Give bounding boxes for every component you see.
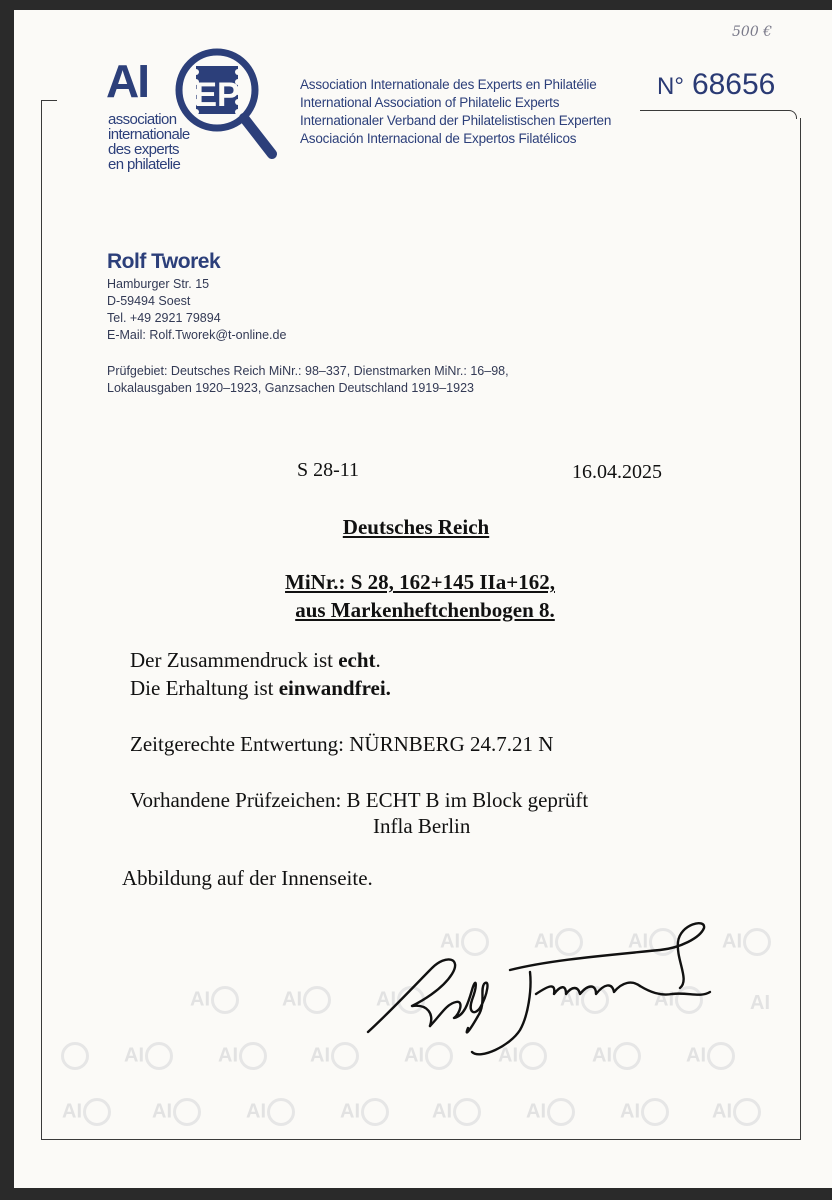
watermark-logo: AI (340, 1098, 389, 1126)
watermark-logo: AI (282, 986, 331, 1014)
number-prefix: N° (657, 73, 684, 100)
association-names: Association Internationale des Experts en Philatélie International Association of Philatelic Experts Internationaler Verband der Philatelistischen Experten Asociación Internacional de Expertos Filatélicos (300, 77, 612, 146)
reference-number: S 28-11 (297, 459, 360, 481)
finding-marks: Vorhandene Prüfzeichen: B ECHT B im Block geprüft (130, 788, 589, 812)
watermark-logo: AI (750, 992, 770, 1014)
watermark-logo: AI (310, 1042, 359, 1070)
certificate-number (657, 68, 775, 102)
frame-corner (640, 110, 797, 119)
expertise-scope: Prüfgebiet: Deutsches Reich MiNr.: 98–337, Dienstmarken MiNr.: 16–98, Lokalausgaben 1920–1923, Ganzsachen Deutschland 1919–1923 (107, 364, 509, 395)
logo-subtitle: association internationale des experts en philatelie (108, 111, 190, 173)
watermark-logo: AI (376, 986, 425, 1014)
watermark-logo (60, 1042, 89, 1070)
watermark-logo: AI (440, 928, 489, 956)
watermark-logo: AI (654, 986, 703, 1014)
watermark-logo: AI (712, 1098, 761, 1126)
finding-marks-2: Infla Berlin (373, 814, 471, 838)
watermark-logo: AI (404, 1042, 453, 1070)
watermark-logo: AI (432, 1098, 481, 1126)
email: E-Mail: Rolf.Tworek@t-online.de (107, 328, 287, 342)
watermark-logo: AI (190, 986, 239, 1014)
catalog-line-1: MiNr.: S 28, 162+145 IIa+162, (285, 570, 555, 594)
logo-letters: AI (106, 55, 148, 107)
watermark-logo: AI (152, 1098, 201, 1126)
watermark-logo: AI (722, 928, 771, 956)
signature (360, 920, 730, 1070)
catalog-line-2: aus Markenheftchenbogen 8. (295, 598, 555, 622)
expert-address (107, 276, 286, 344)
finding-condition: Die Erhaltung ist einwandfrei. (130, 676, 391, 700)
watermark-logo: AI (526, 1098, 575, 1126)
logo-ep-text: EP (194, 76, 240, 114)
city: D-59494 Soest (107, 294, 191, 308)
frame-line (41, 100, 57, 101)
frame-line (800, 118, 801, 1140)
street: Hamburger Str. 15 (107, 277, 210, 291)
document-title: Deutsches Reich (342, 515, 490, 539)
watermark-logo: AI (620, 1098, 669, 1126)
watermark-logo: AI (62, 1098, 111, 1126)
watermark-logo: AI (534, 928, 583, 956)
frame-line (41, 1139, 801, 1140)
watermark-logo: AI (498, 1042, 547, 1070)
certificate-date: 16.04.2025 (572, 461, 662, 483)
pencil-note: 500 € (732, 24, 773, 40)
expert-name: Rolf Tworek (107, 250, 221, 273)
phone: Tel. +49 2921 79894 (107, 311, 221, 325)
finding-cancellation: Zeitgerechte Entwertung: NÜRNBERG 24.7.21 N (130, 732, 554, 756)
watermark-logo: AI (592, 1042, 641, 1070)
watermark-logo: AI (246, 1098, 295, 1126)
watermark-logo: AI (124, 1042, 173, 1070)
watermark-logo: AI (628, 928, 677, 956)
watermark-logo: AI (218, 1042, 267, 1070)
illustration-note: Abbildung auf der Innenseite. (122, 866, 373, 890)
number-value: 68656 (691, 68, 776, 101)
finding-overprint: Der Zusammendruck ist echt. (130, 648, 381, 672)
watermark-logo: AI (686, 1042, 735, 1070)
watermark-logo: AI (560, 986, 609, 1014)
